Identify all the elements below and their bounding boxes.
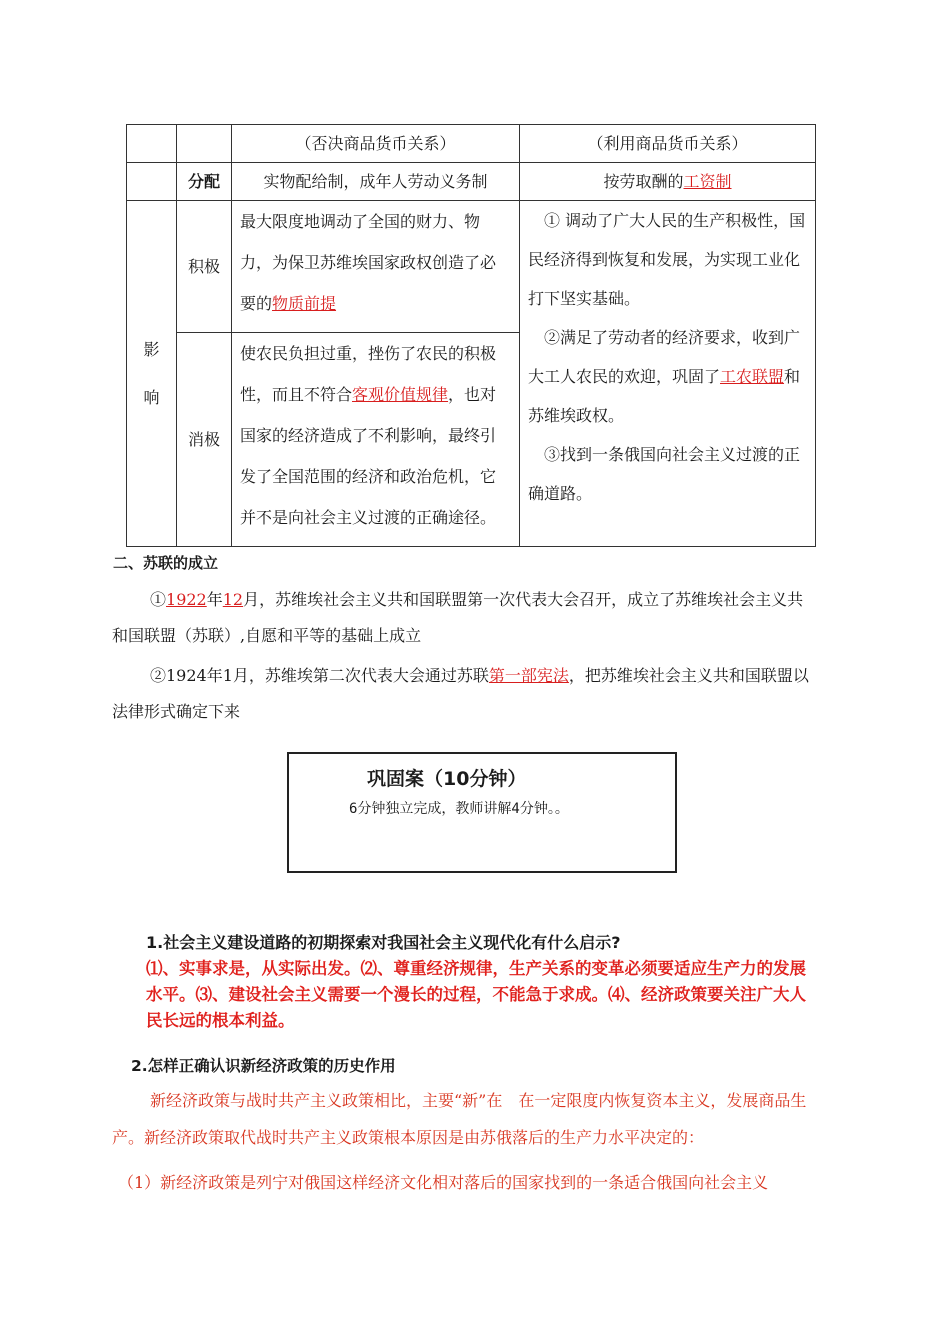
- table-cell-empty: [127, 125, 177, 163]
- right-effect-3: ③找到一条俄国向社会主义过渡的正确道路。: [528, 445, 801, 503]
- table-row: [127, 201, 816, 333]
- impact-label: [127, 201, 177, 547]
- para2-post: ，把苏维埃社会主义共和国联盟以法律形式确定下来: [112, 666, 809, 721]
- para1-prefix: ①: [150, 590, 167, 609]
- impact-label-text: 影响: [143, 339, 160, 407]
- comparison-table: [126, 124, 816, 547]
- positive-label: 积极: [177, 201, 232, 333]
- right-effect-2-post: 和苏维埃政权。: [528, 367, 801, 425]
- right-effect-1: ① 调动了广大人民的生产积极性，国民经济得到恢复和发展，为实现工业化打下坚实基础。: [528, 211, 806, 308]
- positive-text: [232, 201, 520, 333]
- positive-link: 物质前提: [272, 294, 337, 313]
- constitution-link: 第一部宪法: [488, 666, 569, 685]
- right-effect-2: [528, 318, 807, 435]
- right-effect-2-link: 工农联盟: [720, 367, 785, 386]
- table-cell-empty: [177, 125, 232, 163]
- question-1: 1.社会主义建设道路的初期探索对我国社会主义现代化有什么启示?: [146, 933, 621, 952]
- consolidation-box: [287, 752, 677, 873]
- header-right: （利用商品货币关系）: [520, 125, 816, 163]
- dist-right-link: 工资制: [683, 171, 732, 191]
- negative-text: [232, 333, 520, 547]
- negative-text-post: ，也对国家的经济造成了不利影响，最终引发了全国范围的经济和政治危机，它并不是向社会主义过渡的正确途径。: [240, 385, 497, 527]
- table-cell-empty: [127, 163, 177, 201]
- para1-mid: 年: [206, 590, 223, 609]
- para2-text: ②1924年1月，苏维埃第二次代表大会通过苏联: [150, 666, 489, 685]
- negative-text-body: 使农民负担过重，挫伤了农民的积极性，而且不符合: [240, 344, 497, 404]
- answer-1: ⑴、实事求是，从实际出发。⑵、尊重经济规律，生产关系的变革必须要适应生产力的发展水平。⑶、建设社会主义需要一个漫长的过程，不能急于求成。⑷、经济政策要关注广大人民长远的根本利益。: [146, 959, 806, 1030]
- negative-label: 消极: [177, 333, 232, 547]
- positive-text-body: 最大限度地调动了全国的财力、物力，为保卫苏维埃国家政权创造了必要的: [240, 212, 497, 313]
- right-effects: [520, 201, 816, 547]
- month-link: 12: [222, 590, 244, 609]
- answer-2-paragraph: 新经济政策与战时共产主义政策相比，主要“新”在 在一定限度内恢复资本主义，发展商品生产。新经济政策取代战时共产主义政策根本原因是由苏俄落后的生产力水平决定的：: [112, 1091, 807, 1147]
- negative-link: 客观价值规律: [352, 385, 449, 404]
- dist-right: [520, 163, 816, 201]
- right-effect-2-text: ②满足了劳动者的经济要求，收到广大工人农民的欢迎，巩固了: [528, 328, 801, 386]
- dist-label: 分配: [177, 163, 232, 201]
- table-row: [127, 125, 816, 163]
- answer-2-point-1: （1）新经济政策是列宁对俄国这样经济文化相对落后的国家找到的一条适合俄国向社会主义: [118, 1173, 769, 1192]
- para1-text: 月，苏维埃社会主义共和国联盟第一次代表大会召开，成立了苏维埃社会主义共和国联盟（苏联）,自愿和平等的基础上成立: [112, 590, 804, 645]
- paragraph-founding: [112, 582, 812, 654]
- year-link: 1922: [166, 590, 207, 609]
- section-heading: 二、苏联的成立: [113, 554, 219, 572]
- table-row: [127, 163, 816, 201]
- question-2: 2.怎样正确认识新经济政策的历史作用: [131, 1057, 396, 1075]
- box-subtitle: 6分钟独立完成，教师讲解4分钟。。: [349, 801, 569, 817]
- box-title: 巩固案（10分钟）: [367, 768, 527, 790]
- header-left: （否决商品货币关系）: [232, 125, 520, 163]
- dist-right-text: 按劳取酬的: [603, 171, 684, 191]
- paragraph-constitution: [112, 658, 812, 730]
- dist-left: 实物配给制，成年人劳动义务制: [232, 163, 520, 201]
